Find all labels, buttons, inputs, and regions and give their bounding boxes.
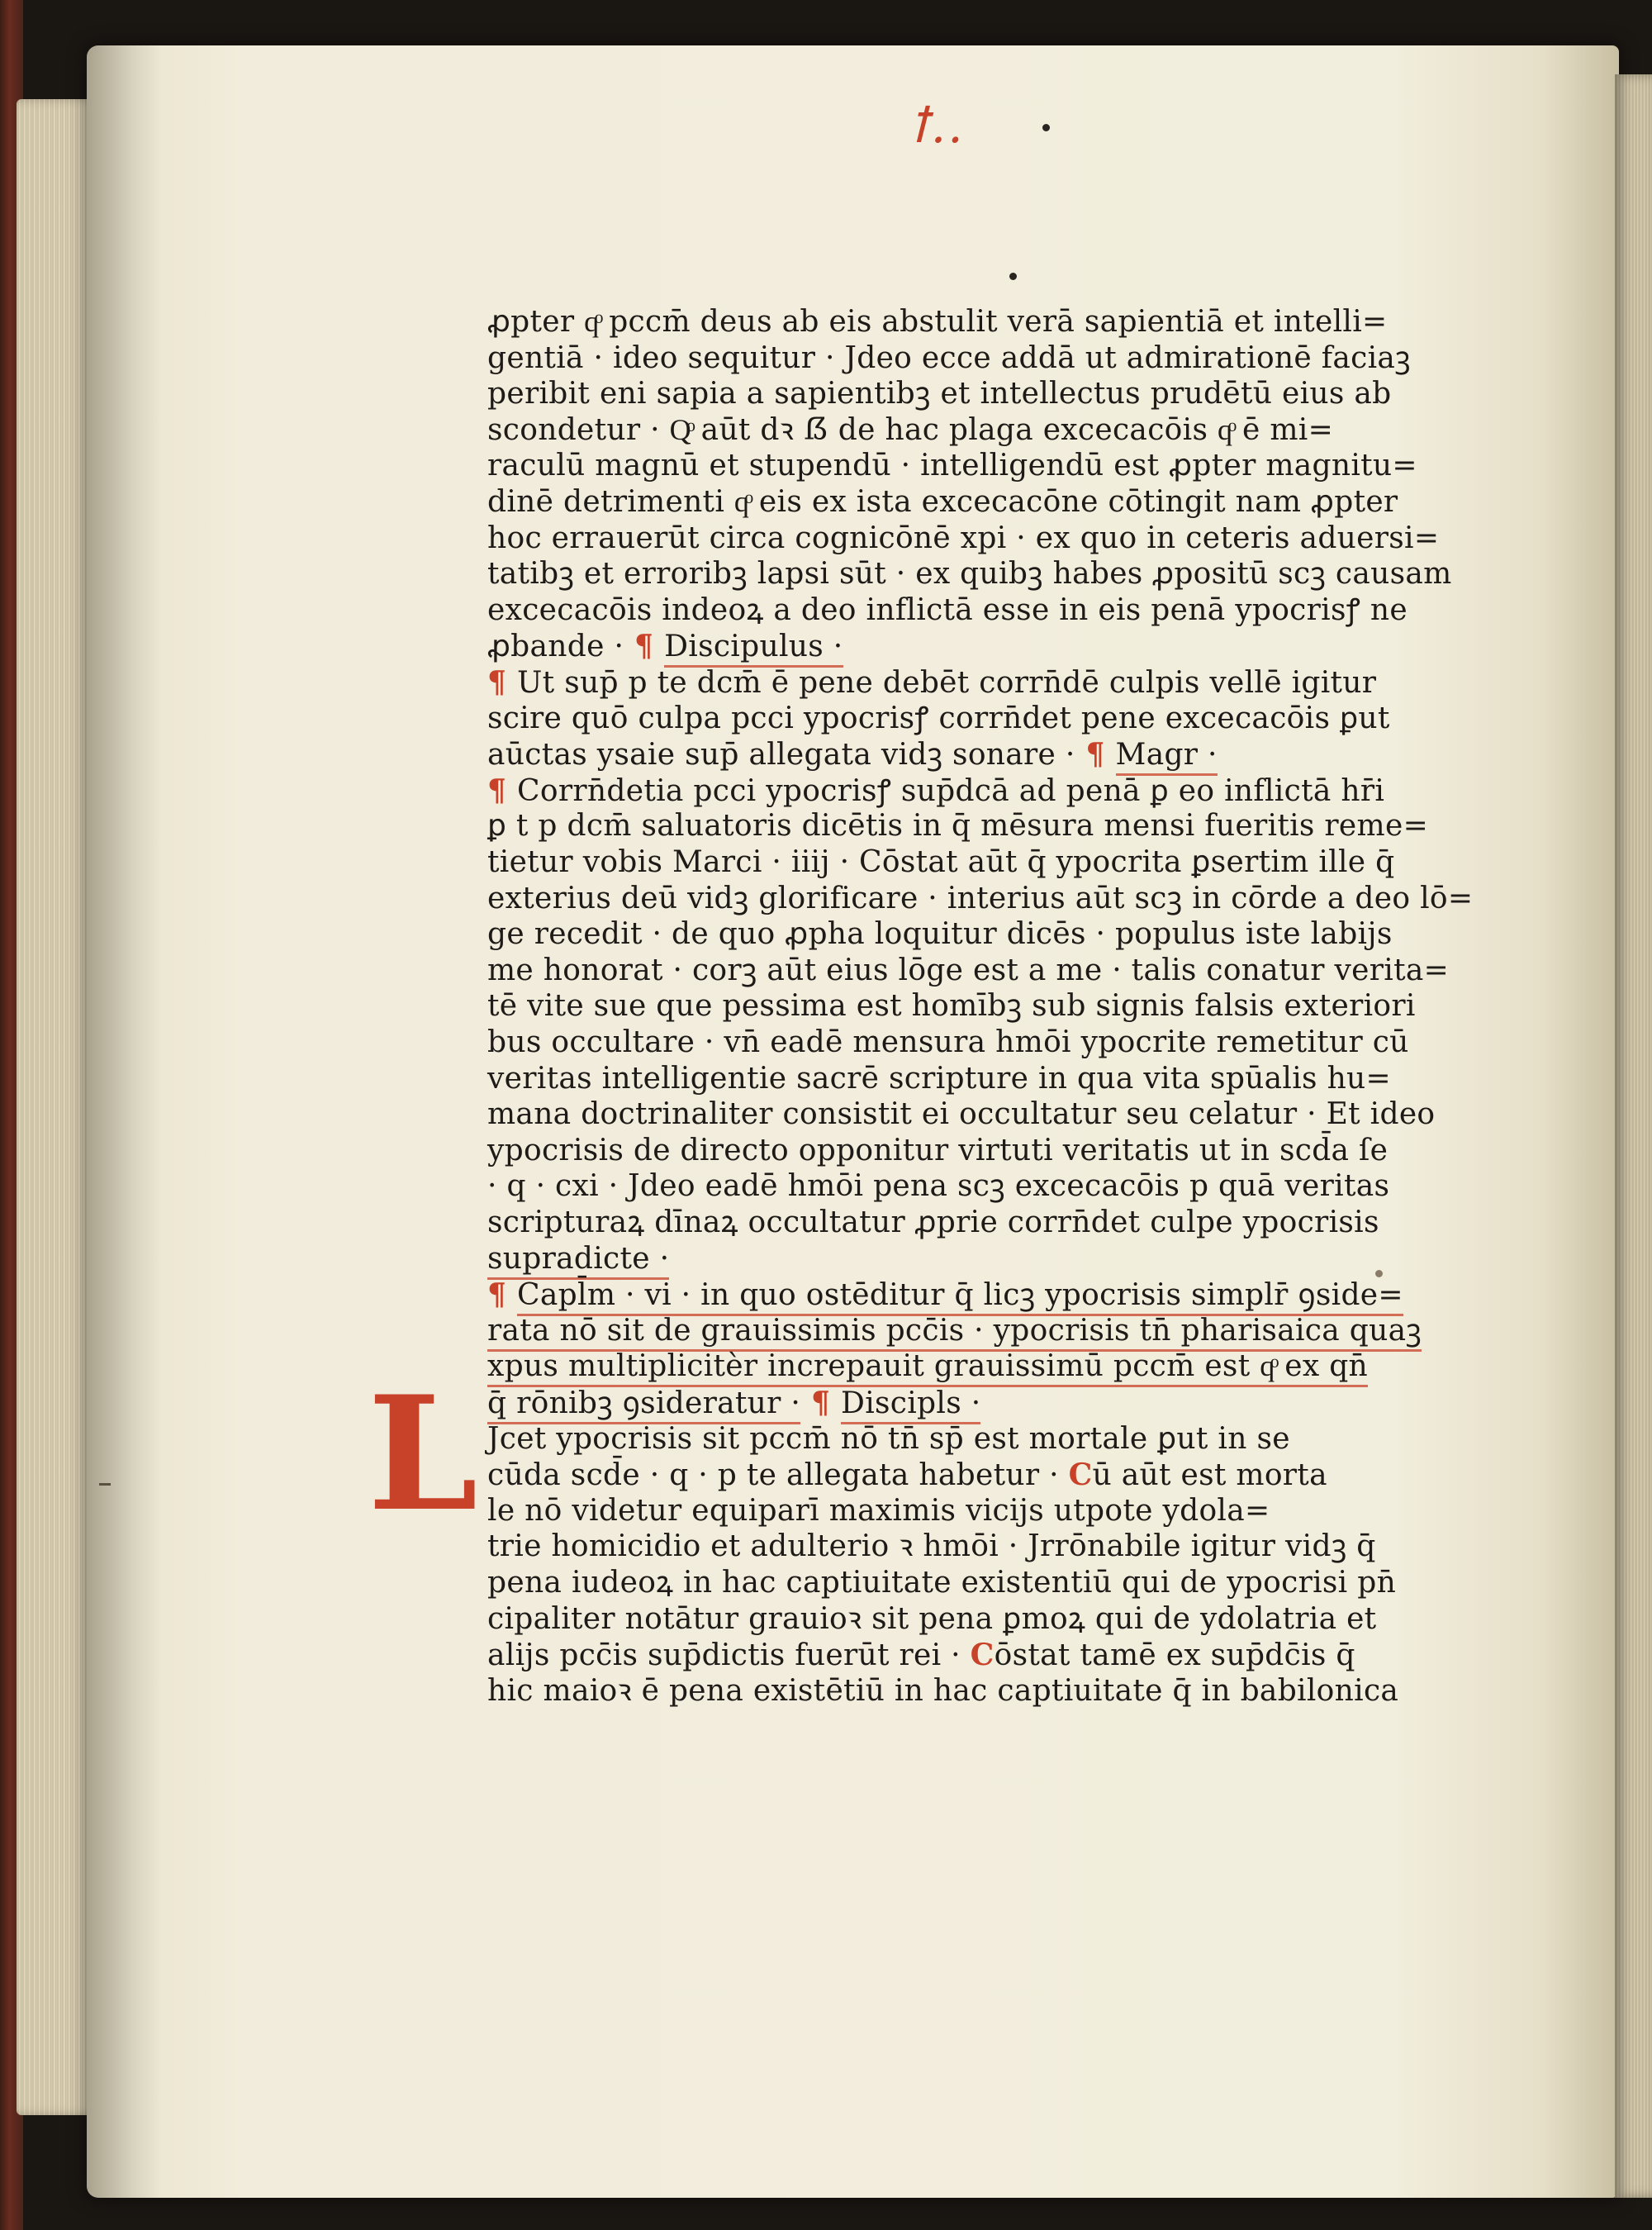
text-segment: Corrn̄detia pcci ypocrisꝭ sup̄dcā ad penā ꝑ eo inflictā hr̄i xyxy=(517,773,1385,808)
text-line xyxy=(487,1313,1422,1348)
text-line xyxy=(487,1097,1436,1132)
text-line xyxy=(487,1388,980,1419)
text-segment: scire quō culpa pcci ypocrisꝭ corrn̄det pene excecacōis ꝑut xyxy=(487,701,1390,735)
text-line xyxy=(487,809,1429,844)
text-line xyxy=(487,1025,1409,1059)
text-segment: excecacōis indeoꝝ a deo inflictā esse in eis penā ypocrisꝭ ne xyxy=(487,592,1408,627)
text-segment: tatibꝫ et erroribꝫ lapsi sūt · ex quibꝫ habes ꝓpositū scꝫ causam xyxy=(487,557,1452,592)
text-segment: ū aūt est morta xyxy=(1092,1458,1327,1493)
illuminated-initial-L: L xyxy=(368,1362,478,1546)
text-segment: scripturaꝝ dīnaꝝ occultatur ꝓprie corrn̄det culpe ypocrisis xyxy=(487,1205,1379,1239)
text-line xyxy=(487,557,1452,592)
text-line xyxy=(487,412,1334,447)
text-line xyxy=(487,953,1450,987)
text-line xyxy=(487,701,1390,735)
text-segment: exterius deū vidꝫ glorificare · interius aūt scꝫ in cōrde a deo lō= xyxy=(487,881,1474,915)
text-line xyxy=(487,1421,1290,1456)
text-line xyxy=(487,989,1416,1024)
text-segment: supradicte · xyxy=(487,1242,669,1280)
text-segment: tē vite sue que pessima est homībꝫ sub signis falsis exteriori xyxy=(487,989,1416,1024)
text-segment: rata nō sit de grauissimis pcc̄is · ypocrisis tn̄ pharisaica quaꝫ xyxy=(487,1314,1422,1352)
text-segment: pena iudeoꝝ in hac captiuitate existentiū qui de ypocrisi pn̄ xyxy=(487,1566,1397,1600)
text-line xyxy=(487,1457,1327,1493)
text-line xyxy=(487,1568,1396,1598)
main-text-column xyxy=(487,305,1474,1712)
ink-dot xyxy=(1375,1270,1383,1277)
text-segment: tietur vobis Marci · iiij · Cōstat aūt q̄ ypocrita ꝑsertim ille q̄ xyxy=(487,845,1395,879)
text-line xyxy=(487,1061,1392,1096)
text-line xyxy=(487,1241,670,1276)
text-segment: le nō videtur equiparī maximis vicijs utpote ydola= xyxy=(487,1493,1270,1528)
text-segment: peribit eni sapia a sapientibꝫ et intellectus prudētū eius ab xyxy=(487,377,1392,411)
text-segment: gentiā · ideo sequitur · Jdeo ecce addā ut admirationē faciaꝫ xyxy=(487,340,1411,375)
text-line xyxy=(487,737,1218,773)
text-line xyxy=(487,1133,1389,1167)
text-segment: scondetur · Qͦ aūt dꝛ ẞ de hac plaga excecacōis qͦ ē mi= xyxy=(487,412,1334,447)
text-segment: bus occultare · vn̄ eadē mensura hmōi ypocrite remetitur cū xyxy=(487,1025,1409,1059)
text-line xyxy=(487,665,1377,700)
text-segment: Discipls · xyxy=(841,1386,980,1424)
text-segment: raculū magnū et stupendū · intelligendū est ꝓpter magnitu= xyxy=(487,449,1417,483)
text-segment: cūda scd̄e · q · p te allegata habetur · xyxy=(487,1458,1069,1493)
text-line xyxy=(487,917,1393,952)
text-segment: alijs pcc̄is sup̄dictis fuerūt rei · xyxy=(487,1638,971,1673)
text-segment: me honorat · corꝫ aūt eius lōge est a me · talis conatur verita= xyxy=(487,953,1450,987)
rubric-mark: ¶ xyxy=(487,1277,518,1313)
text-segment: Magr · xyxy=(1116,738,1218,776)
text-segment: Ut sup̄ p te dcm̄ ē pene debēt corrn̄dē culpis vellē igitur xyxy=(517,666,1377,700)
text-segment: q̄ rōnibꝫ ꝯsideratur · xyxy=(487,1386,800,1424)
rubric-mark: C xyxy=(970,1638,995,1673)
text-segment: ꝑ t p dcm̄ saluatoris dicētis in q̄ mēsura mensi fueritis reme= xyxy=(487,809,1429,844)
text-line xyxy=(487,1205,1379,1239)
rubric-mark: ¶ xyxy=(487,665,518,700)
text-segment: Jcet ypocrisis sit pccm̄ nō tn̄ sp̄ est mortale ꝑut in se xyxy=(487,1421,1290,1456)
text-segment: ge recedit · de quo ꝓpha loquitur dicēs · populus iste labijs xyxy=(487,917,1393,952)
text-line xyxy=(487,845,1395,879)
margin-mark xyxy=(99,1483,111,1486)
ink-dot xyxy=(1042,124,1050,131)
text-segment: Discipulus · xyxy=(664,630,843,668)
text-line xyxy=(487,881,1474,915)
folio-mark: ꝉ.. xyxy=(909,97,965,154)
rubric-mark: C xyxy=(1068,1457,1093,1493)
text-segment: xpus multiplicitèr increpauit grauissimū pccm̄ est qͦ ex qn̄ xyxy=(487,1349,1368,1387)
text-line xyxy=(487,1277,1403,1313)
text-line xyxy=(487,1640,1355,1671)
text-segment: ōstat tamē ex sup̄dc̄is q̄ xyxy=(994,1638,1355,1673)
text-line xyxy=(487,1349,1369,1384)
text-segment: hic maioꝛ ē pena existētiū in hac captiuitate q̄ in babilonica xyxy=(487,1673,1399,1708)
text-segment: mana doctrinaliter consistit ei occultatur seu celatur · Et ideo xyxy=(487,1097,1436,1132)
text-line xyxy=(487,592,1408,627)
text-segment: Capl̄m · vi · in quo ostēditur q̄ licꝫ ypocrisis simplr̄ ꝯside= xyxy=(517,1278,1403,1316)
rubric-mark: ¶ xyxy=(800,1386,842,1420)
text-line xyxy=(487,379,1392,409)
text-segment: aūctas ysaie sup̄ allegata vidꝫ sonare · xyxy=(487,738,1075,773)
text-segment: trie homicidio et adulterio ꝛ hmōi · Jrrōnabile igitur vidꝫ q̄ xyxy=(487,1529,1376,1564)
text-segment: · q · cxi · Jdeo eadē hmōi pena scꝫ excecacōis p quā veritas xyxy=(487,1169,1390,1204)
rubric-mark: ¶ xyxy=(1075,737,1116,773)
text-line xyxy=(487,631,843,662)
gutter-shadow xyxy=(87,45,161,2198)
rubric-mark: ¶ xyxy=(487,773,518,808)
rubric-mark: ¶ xyxy=(624,629,665,664)
text-segment: cipaliter notātur grauioꝛ sit pena ꝑmoꝝ qui de ydolatria et xyxy=(487,1601,1377,1636)
text-segment: ꝓbande · xyxy=(487,630,624,664)
text-segment: veritas intelligentie sacrē scripture in qua vita spūalis hu= xyxy=(487,1061,1392,1096)
text-line xyxy=(487,307,1387,337)
text-segment: hoc errauerūt circa cognicōnē xpi · ex quo in ceteris aduersi= xyxy=(487,521,1440,555)
ink-dot xyxy=(1009,273,1017,280)
text-line xyxy=(487,451,1417,481)
text-line xyxy=(487,340,1411,375)
text-line xyxy=(487,521,1440,555)
text-line xyxy=(487,1493,1270,1528)
text-line xyxy=(487,773,1385,808)
text-segment: dinē detrimenti qͦ eis ex ista excecacōne cōtingit nam ꝓpter xyxy=(487,485,1398,519)
text-segment: ypocrisis de directo opponitur virtuti veritatis ut in scd̄a ſe xyxy=(487,1133,1389,1167)
text-segment: ꝓpter qͦ pccm̄ deus ab eis abstulit verā sapientiā et intelli= xyxy=(487,305,1388,339)
text-line xyxy=(487,487,1398,517)
page-edges-right xyxy=(1615,74,1652,2198)
text-line xyxy=(487,1601,1377,1636)
text-line xyxy=(487,1673,1399,1708)
text-line xyxy=(487,1529,1376,1564)
text-line xyxy=(487,1169,1390,1204)
